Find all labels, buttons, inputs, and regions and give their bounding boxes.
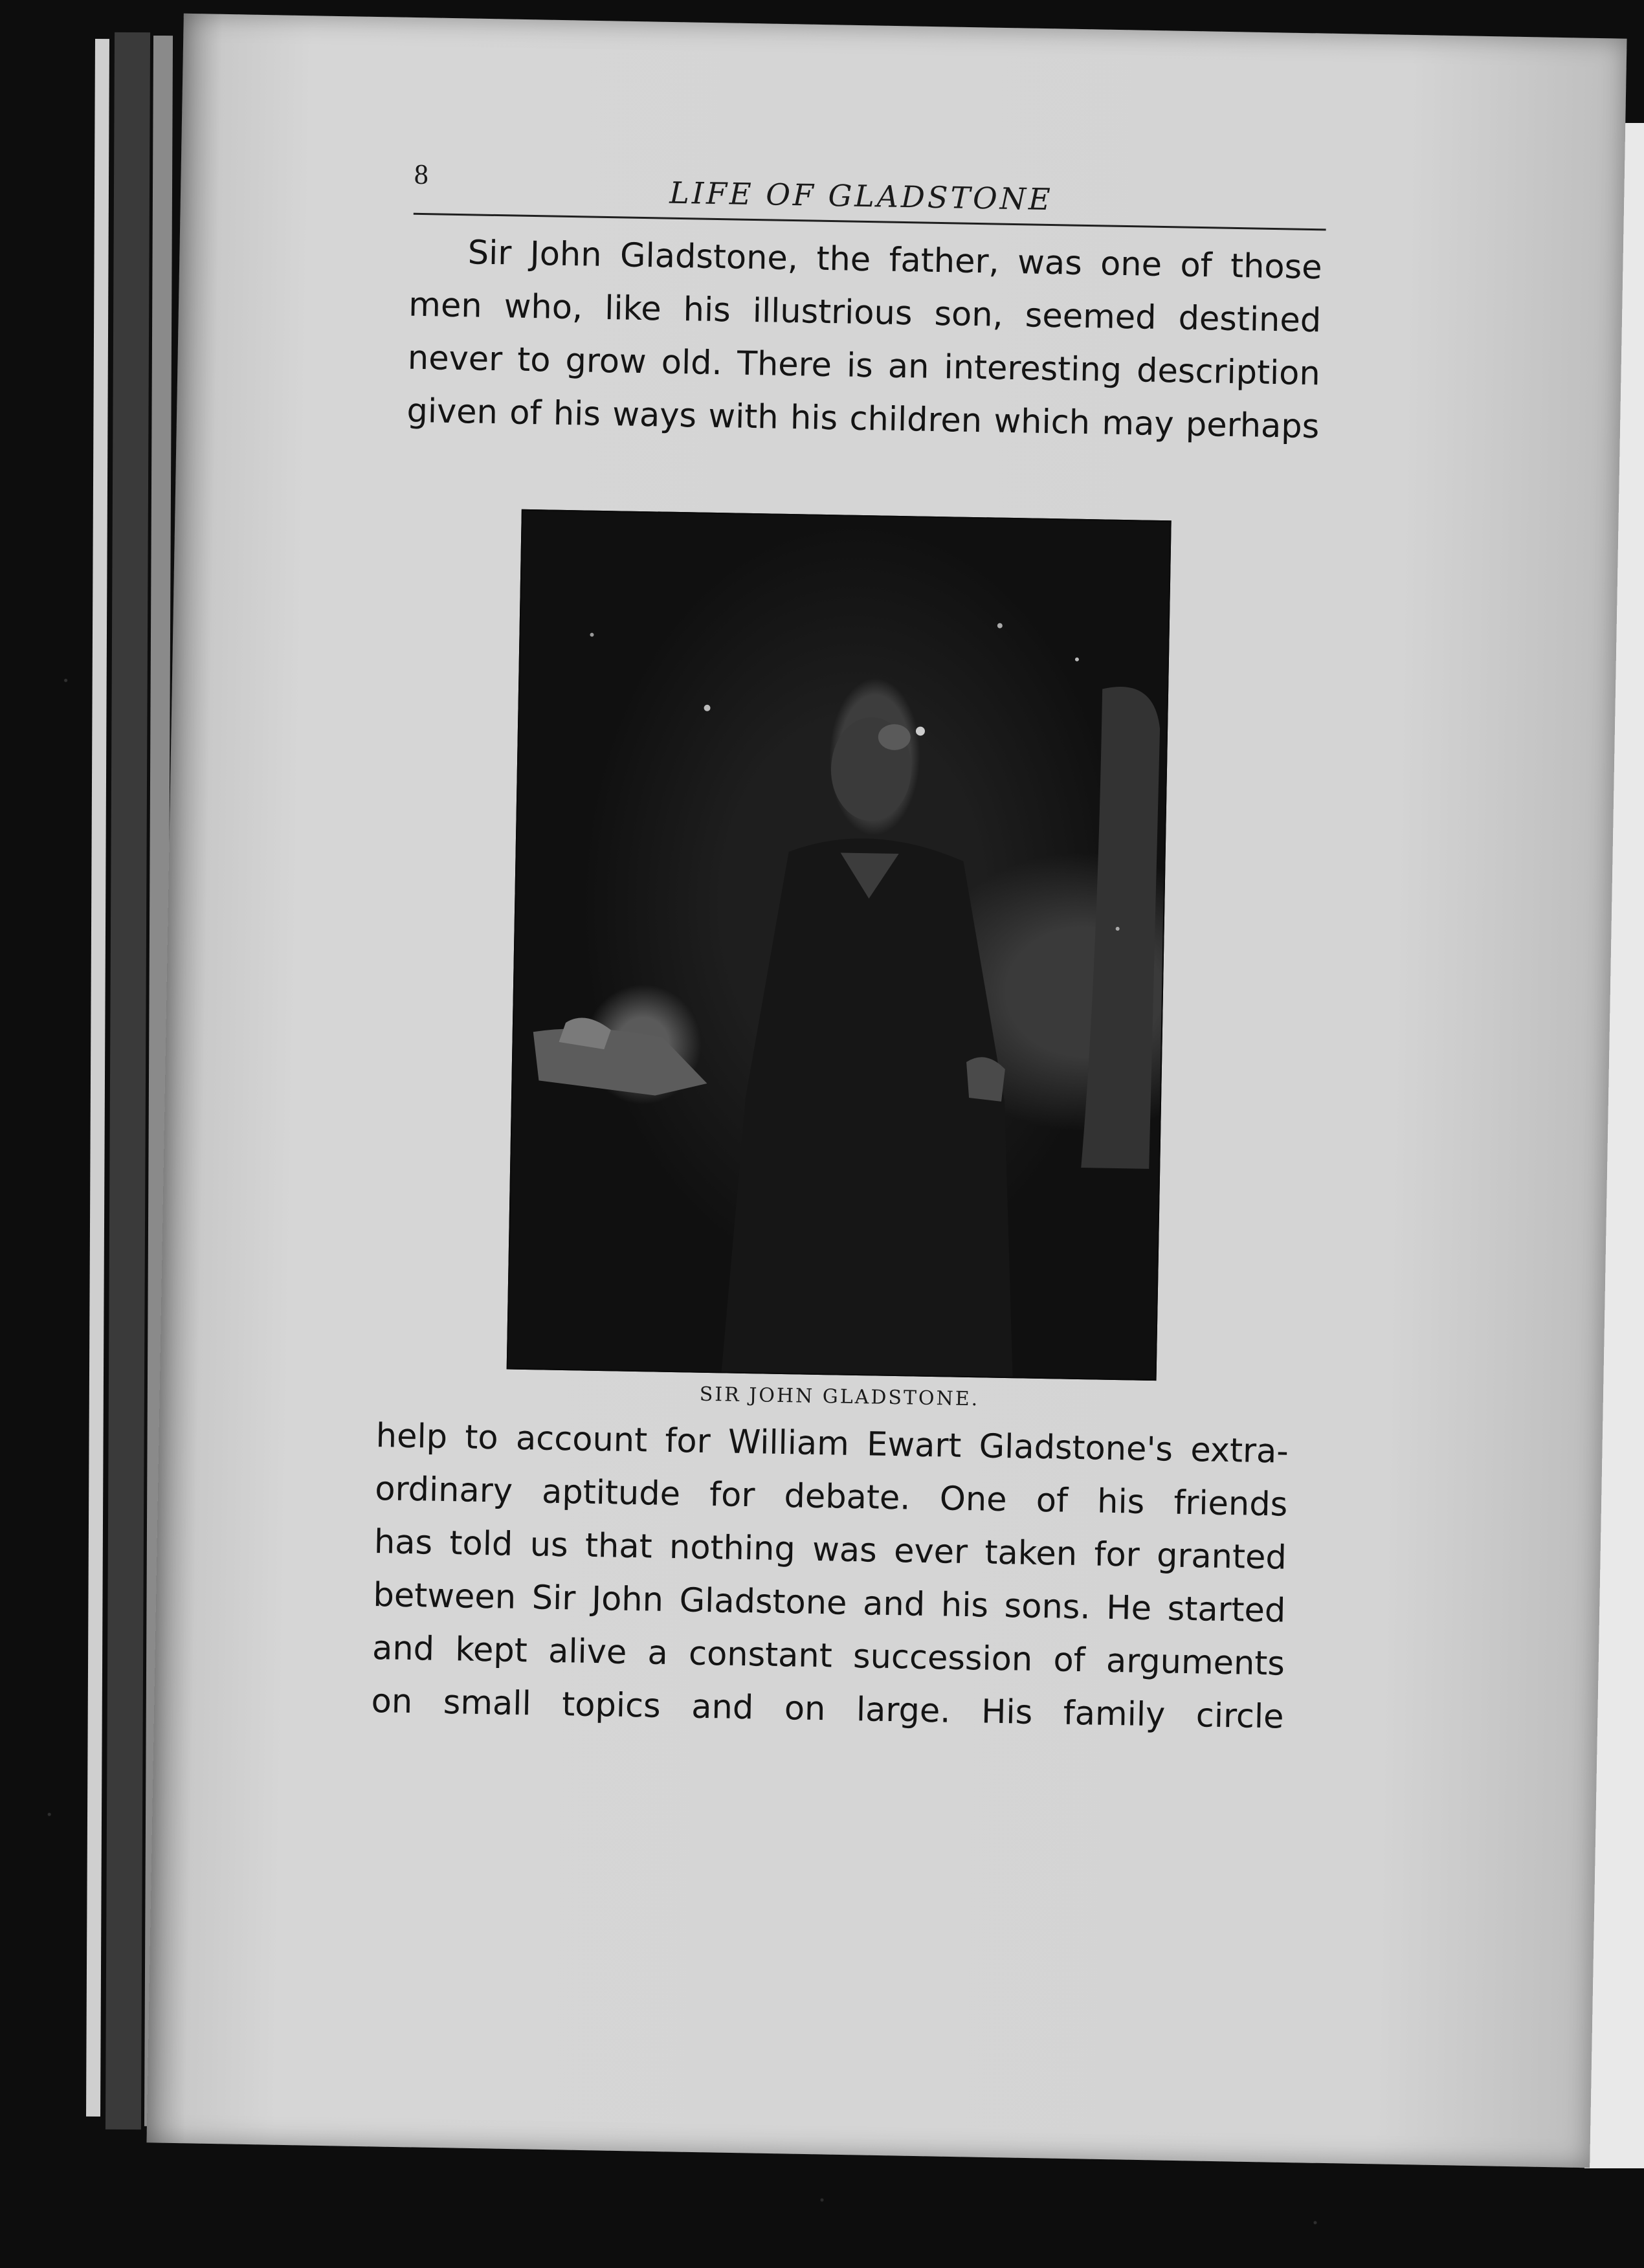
text-line: help to account for William Ewart Gladstone's extra- [375, 1417, 1289, 1471]
text-line: has told us that nothing was ever taken for granted [373, 1523, 1287, 1577]
figure-caption: SIR JOHN GLADSTONE. [699, 1383, 980, 1411]
text-line: never to grow old. There is an interesting description [407, 339, 1321, 394]
text-line: given of his ways with his children which may perhaps [406, 392, 1320, 447]
portrait-figure [508, 511, 1170, 1379]
text-line: Sir John Gladstone, the father, was one of those [467, 234, 1323, 287]
text-line: between Sir John Gladstone and his sons. He started [373, 1576, 1286, 1630]
paragraph-top [406, 226, 1323, 454]
text-line: on small topics and on large. His family circle [371, 1682, 1284, 1737]
page-header [414, 158, 1327, 219]
page-number: 8 [414, 158, 429, 191]
portrait-photograph [507, 509, 1172, 1381]
paragraph-bottom [371, 1410, 1289, 1744]
running-title: LIFE OF GLADSTONE [669, 175, 1054, 217]
text-line: and kept alive a constant succession of arguments [372, 1629, 1285, 1684]
text-line: ordinary aptitude for debate. One of his friends [374, 1470, 1288, 1524]
text-line: men who, like his illustrious son, seemed destined [408, 285, 1322, 340]
